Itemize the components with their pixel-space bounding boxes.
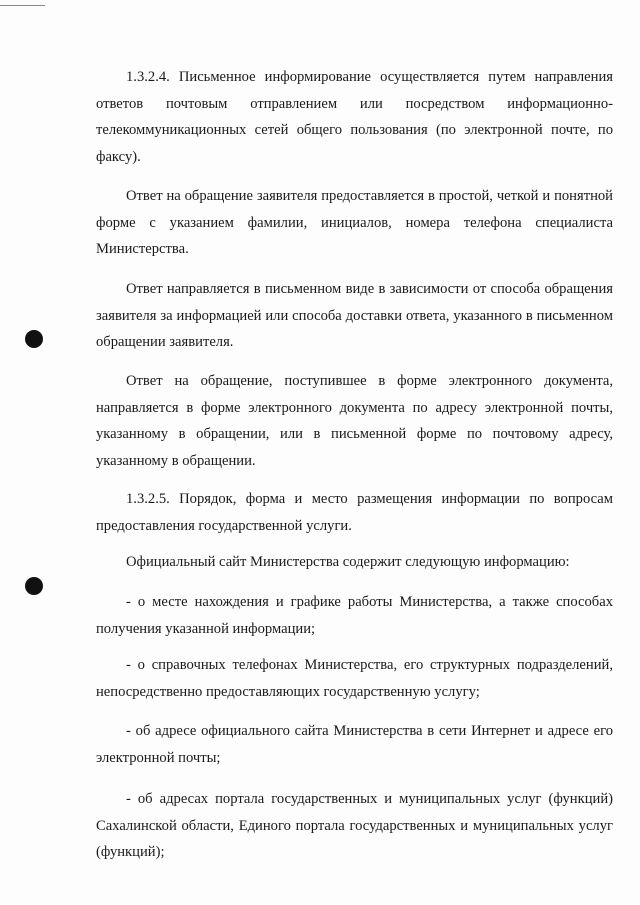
- list-item-location: - о месте нахождения и графике работы Министерства, а также способах получения указанной информации;: [96, 594, 613, 637]
- list-item-portals: - об адресах портала государственных и муниципальных услуг (функций) Сахалинской области, Единого портала государственных и муниципальных услуг (функций);: [96, 791, 613, 860]
- paragraph-answer-method: Ответ направляется в письменном виде в зависимости от способа обращения заявителя за информацией или способа доставки ответа, указанного в письменном обращении заявителя.: [96, 281, 613, 350]
- paragraph-site-info: Официальный сайт Министерства содержит следующую информацию:: [126, 554, 570, 570]
- paragraph-electronic-answer: Ответ на обращение, поступившее в форме электронного документа, направляется в форме электронного документа по адресу электронной почты, указанному в обращении, или в письменной форме по почтовому адресу, указанному в обращении.: [96, 373, 613, 469]
- paragraph-1-3-2-4: 1.3.2.4. Письменное информирование осуществляется путем направления ответов почтовым отправлением или посредством информационно-телекоммуникационных сетей общего пользования (по электронной почте, по факсу).: [96, 69, 613, 165]
- punch-hole-upper: [25, 330, 43, 348]
- paragraph-1-3-2-5: 1.3.2.5. Порядок, форма и место размещения информации по вопросам предоставления государственной услуги.: [96, 491, 613, 534]
- list-item-website: - об адресе официального сайта Министерства в сети Интернет и адресе его электронной почты;: [96, 723, 613, 766]
- list-item-phones: - о справочных телефонах Министерства, его структурных подразделений, непосредственно предоставляющих государственную услугу;: [96, 657, 613, 700]
- scan-edge-line: [0, 5, 45, 6]
- punch-hole-lower: [25, 577, 43, 595]
- paragraph-answer-form: Ответ на обращение заявителя предоставляется в простой, четкой и понятной форме с указанием фамилии, инициалов, номера телефона специалиста Министерства.: [96, 188, 613, 257]
